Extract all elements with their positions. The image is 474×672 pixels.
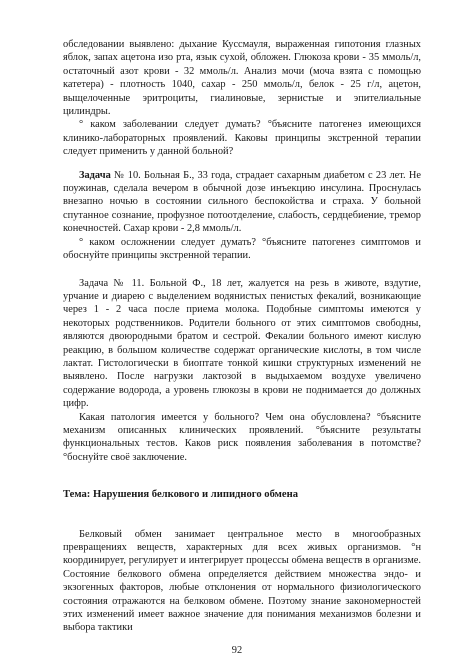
task-11-paragraph: Задача № 11. Больной Ф., 18 лет, жалуется на резь в животе, вздутие, урчание и диарею с выделением водянистых пенистых фекалий, возникающие через 1 - 2 часа после приема молока. Подобные симптомы имеются у некоторых родственников. Родители больного от этих симптомов свободны, являются двоюродными братом и сестрой. Фекалии больного имеют кислую реакцию, в большом количестве содержат органические кислоты, в том числе лактат. Гистологически в биоптате тонкой кишки структурных изменений не выявлено. После нагрузки лактозой в выдыхаемом воздухе увеличено содержание водорода, а уровень глюкозы в крови не поднимается до должных цифр. — [63, 277, 421, 410]
task-10-paragraph — [63, 169, 421, 236]
page-body — [63, 38, 421, 635]
task-10-questions-paragraph: ° каком осложнении следует думать? °бъясните патогенез симптомов и обоснуйте принципы экстренной терапии. — [63, 236, 421, 262]
task-10-label: Задача — [79, 169, 111, 181]
task-10-text: № 10. Больная Б., 33 года, страдает сахарным диабетом с 23 лет. Не поужинав, сделала вечером в обычной дозе инъекцию инсулина. Проснулась внезапно ночью в состоянии сильного беспокойства и страха. У больной спутанное сознание, профузное потоотделение, слабость, сердцебиение, тремор конечностей. Сахар крови - 2,8 ммоль/л. — [63, 169, 421, 235]
case-findings-paragraph: обследовании выявлено: дыхание Куссмауля, выраженная гипотония глазных яблок, запах ацетона изо рта, язык сухой, обложен. Глюкоза крови - 35 ммоль/л, остаточный азот крови - 32 ммоль/л. Анализ мочи (моча взята с помощью катетера) - плотность 1040, сахар - 250 ммоль/л, белок - 25 г/л, ацетон, выщелоченные эритроциты, гиалиновые, зернистые и эпителиальные цилиндры. — [63, 39, 421, 118]
section-heading: Тема: Нарушения белкового и липидного обмена — [63, 489, 298, 501]
page-number: 92 — [231, 645, 243, 656]
task-11-questions-paragraph: Какая патология имеется у больного? Чем она обусловлена? °бъясните механизм описанных клинических проявлений. °бъясните результаты функциональных тестов. Каков риск появления заболевания в потомстве? °боснуйте своё заключение. — [63, 411, 421, 463]
intro-paragraph: Белковый обмен занимает центральное место в многообразных превращениях веществ, характерных для всех живых организмов. °н координирует, регулирует и интегрирует процессы обмена веществ в организме. Состояние белкового обмена определяется действием множества эндо- и экзогенных факторов, любые отклонения от нормального физиологического состояния отражаются на белковом обмене. Поэтому знание закономерностей этих изменений имеет важное значение для понимания механизмов болезни и выбора тактики — [63, 528, 421, 634]
case-questions-paragraph: ° каком заболевании следует думать? °бъясните патогенез имеющихся клинико-лабораторных проявлений. Каковы принципы экстренной терапии следует применить у данной больной? — [63, 119, 421, 158]
